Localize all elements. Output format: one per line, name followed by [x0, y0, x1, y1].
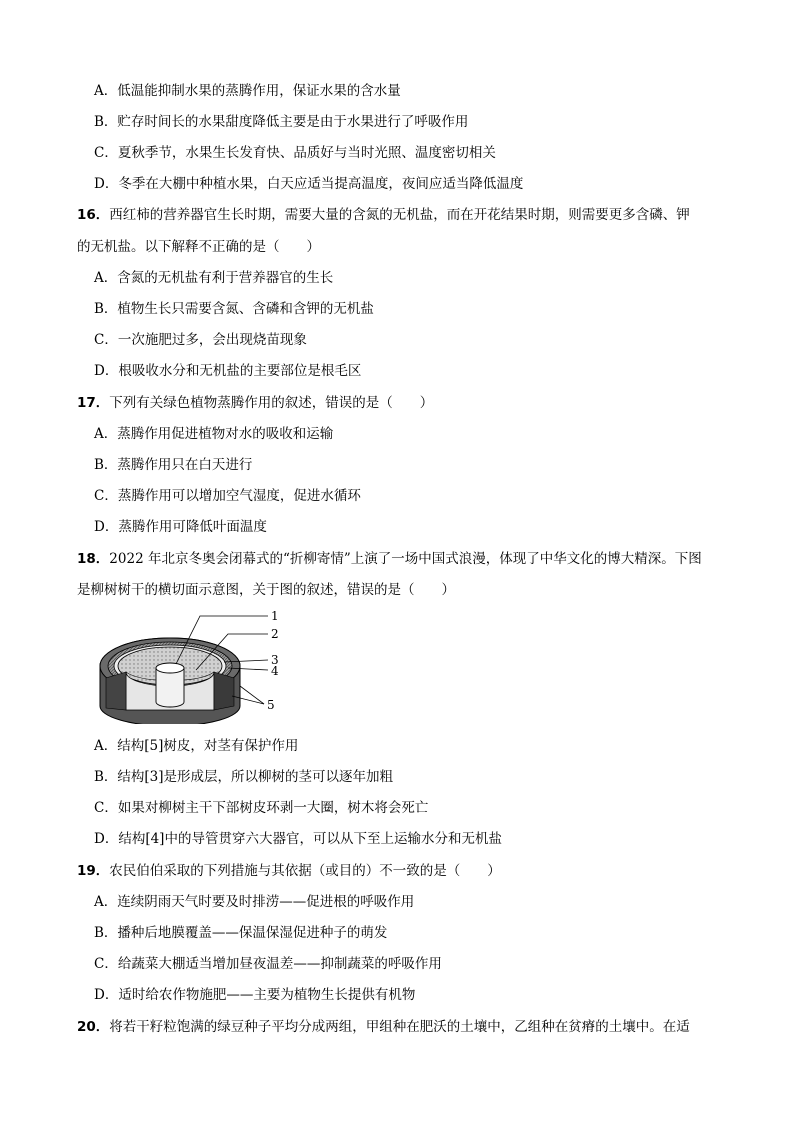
q17-option-c: C．蒸腾作用可以增加空气湿度，促进水循环 — [94, 488, 361, 504]
q15-option-b: B．贮存时间长的水果甜度降低主要是由于水果进行了呼吸作用 — [94, 114, 469, 130]
q19-option-a: A．连续阴雨天气时要及时排涝——促进根的呼吸作用 — [94, 894, 415, 910]
q15-option-c: C．夏秋季节，水果生长发育快、品质好与当时光照、温度密切相关 — [94, 145, 496, 161]
figure-label-2: 2 — [271, 627, 279, 641]
q16-option-d: D．根吸收水分和无机盐的主要部位是根毛区 — [94, 363, 362, 379]
q16-option-c: C．一次施肥过多，会出现烧苗现象 — [94, 332, 307, 348]
q18-stem-line2: 是柳树树干的横切面示意图，关于图的叙述，错误的是（ ） — [77, 582, 455, 598]
q18-option-d: D．结构[4]中的导管贯穿六大器官，可以从下至上运输水分和无机盐 — [94, 831, 502, 847]
q20-stem — [77, 1017, 690, 1037]
q19-option-d: D．适时给农作物施肥——主要为植物生长提供有机物 — [94, 987, 416, 1003]
q18-stem — [77, 549, 702, 569]
q20-stem-line1: 将若干籽粒饱满的绿豆种子平均分成两组，甲组种在肥沃的土壤中，乙组种在贫瘠的土壤中。在适 — [109, 1019, 690, 1035]
q15-option-d: D．冬季在大棚中种植水果，白天应适当提高温度，夜间应适当降低温度 — [94, 176, 524, 192]
q18-number: 18． — [77, 551, 110, 567]
q20-number: 20． — [77, 1019, 110, 1035]
q16-option-b: B．植物生长只需要含氮、含磷和含钾的无机盐 — [94, 301, 374, 317]
q16-option-a: A．含氮的无机盐有利于营养器官的生长 — [94, 270, 334, 286]
q19-stem-line1: 农民伯伯采取的下列措施与其依据（或目的）不一致的是（ ） — [109, 863, 501, 879]
q18-stem-line1: 2022 年北京冬奥会闭幕式的“折柳寄情”上演了一场中国式浪漫，体现了中华文化的博大精深。下图 — [109, 551, 702, 567]
q19-option-c: C．给蔬菜大棚适当增加昼夜温差——抑制蔬菜的呼吸作用 — [94, 956, 442, 972]
q17-stem-line1: 下列有关绿色植物蒸腾作用的叙述，错误的是（ ） — [109, 395, 434, 411]
figure-label-3: 3 — [271, 653, 279, 667]
q19-stem — [77, 861, 501, 881]
q17-stem — [77, 393, 433, 413]
q19-number: 19． — [77, 863, 110, 879]
q17-option-a: A．蒸腾作用促进植物对水的吸收和运输 — [94, 426, 334, 442]
q18-option-c: C．如果对柳树主干下部树皮环剥一大圈，树木将会死亡 — [94, 800, 429, 816]
q18-option-b: B．结构[3]是形成层，所以柳树的茎可以逐年加粗 — [94, 769, 394, 785]
tree-trunk-cross-section-figure — [96, 606, 296, 724]
figure-label-1: 1 — [271, 609, 279, 623]
q16-number: 16． — [77, 207, 110, 223]
q17-option-d: D．蒸腾作用可降低叶面温度 — [94, 519, 267, 535]
figure-label-5: 5 — [267, 698, 275, 712]
q17-number: 17． — [77, 395, 110, 411]
q16-stem — [77, 205, 690, 225]
q16-stem-line1: 西红柿的营养器官生长时期，需要大量的含氮的无机盐，而在开花结果时期，则需要更多含磷、钾 — [109, 207, 690, 223]
q15-option-a: A．低温能抑制水果的蒸腾作用，保证水果的含水量 — [94, 83, 401, 99]
figure-label-4: 4 — [271, 664, 279, 678]
trunk-drawing — [100, 638, 240, 724]
q19-option-b: B．播种后地膜覆盖——保温保湿促进种子的萌发 — [94, 925, 388, 941]
q17-option-b: B．蒸腾作用只在白天进行 — [94, 457, 253, 473]
q18-option-a: A．结构[5]树皮，对茎有保护作用 — [94, 738, 299, 754]
q16-stem-line2: 的无机盐。以下解释不正确的是（ ） — [77, 239, 320, 255]
